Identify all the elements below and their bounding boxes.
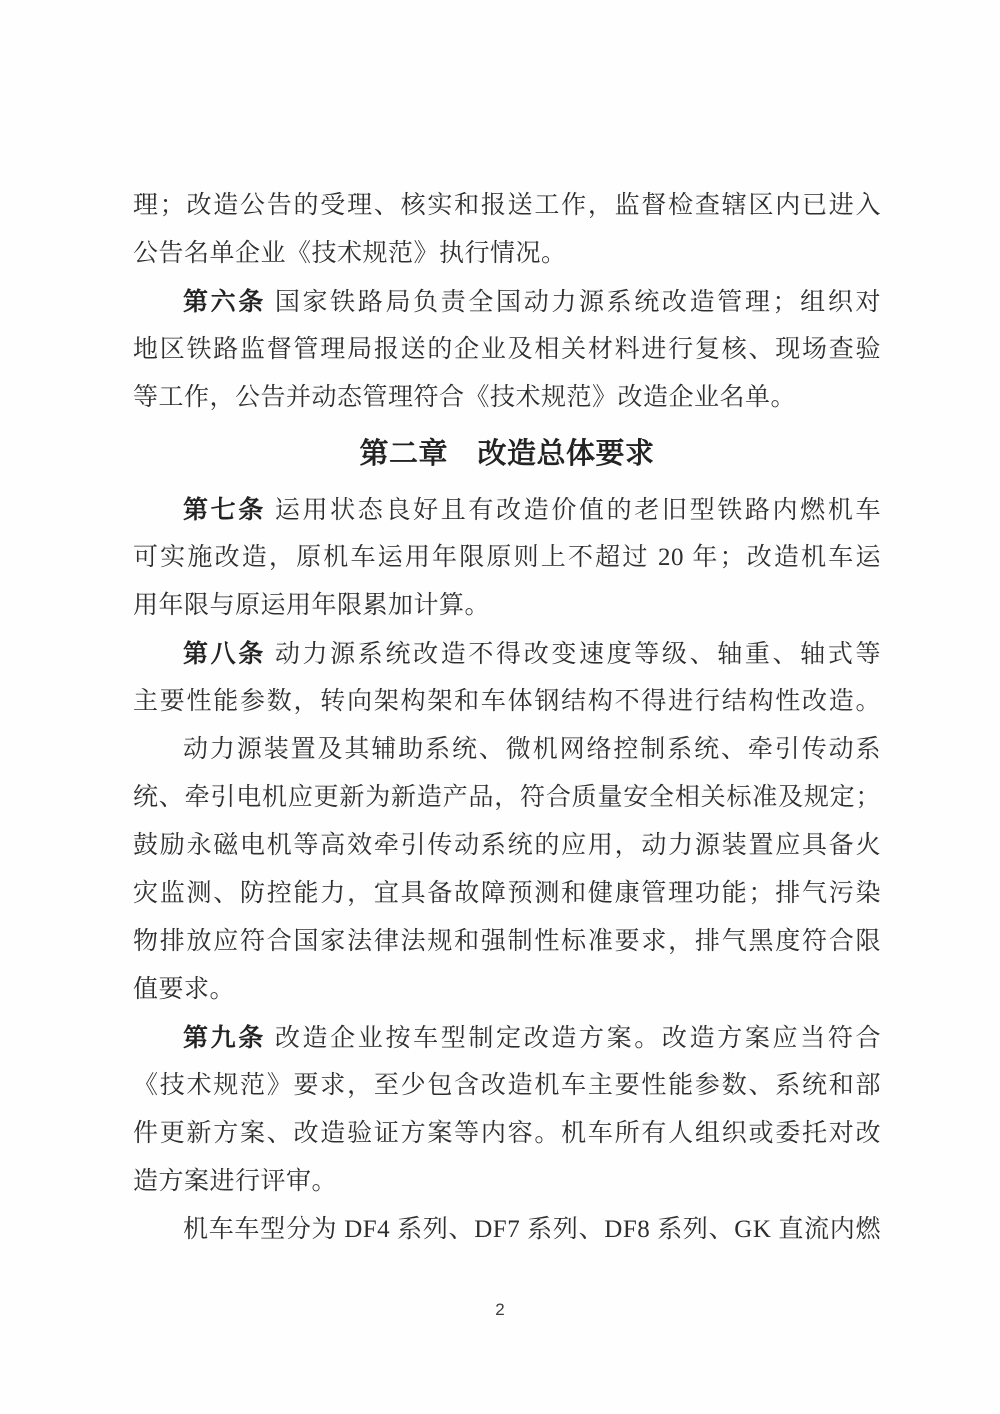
- line-text: 件更新方案、改造验证方案等内容。机车所有人组织或委托对改: [133, 1120, 881, 1147]
- section-label: 第八条: [183, 640, 266, 668]
- document-body: [133, 182, 881, 1254]
- text-line: [133, 1062, 881, 1110]
- text-line: [133, 822, 881, 870]
- line-text: 鼓励永磁电机等高效牵引传动系统的应用，动力源装置应具备火: [133, 832, 881, 859]
- line-text: 《技术规范》要求，至少包含改造机车主要性能参数、系统和部: [133, 1072, 881, 1099]
- chapter-heading: 第二章 改造总体要求: [359, 438, 655, 470]
- line-text: 主要性能参数，转向架构架和车体钢结构不得进行结构性改造。: [133, 688, 881, 715]
- text-line: [133, 582, 881, 630]
- text-line: [133, 1110, 881, 1158]
- text-line: [133, 1206, 881, 1254]
- text-line: [133, 374, 881, 422]
- text-line: [133, 1158, 881, 1206]
- text-line: [133, 726, 881, 774]
- line-text: 改造企业按车型制定改造方案。改造方案应当符合: [265, 1025, 881, 1052]
- section-label: 第七条: [183, 496, 266, 524]
- line-text: 机车车型分为 DF4 系列、DF7 系列、DF8 系列、GK 直流内燃: [183, 1216, 881, 1243]
- line-text: 统、牵引电机应更新为新造产品，符合质量安全相关标准及规定；: [133, 784, 881, 811]
- line-text: 动力源装置及其辅助系统、微机网络控制系统、牵引传动系: [183, 736, 881, 763]
- text-line: [133, 870, 881, 918]
- text-line: [133, 278, 881, 326]
- line-text: 物排放应符合国家法律法规和强制性标准要求，排气黑度符合限: [133, 928, 881, 955]
- text-line: [133, 630, 881, 678]
- section-label: 第六条: [183, 288, 266, 316]
- text-line: [133, 966, 881, 1014]
- line-text: 动力源系统改造不得改变速度等级、轴重、轴式等: [265, 641, 881, 668]
- line-text: 运用状态良好且有改造价值的老旧型铁路内燃机车: [265, 497, 881, 524]
- line-text: 可实施改造，原机车运用年限原则上不超过 20 年；改造机车运: [133, 544, 881, 571]
- line-text: 造方案进行评审。: [133, 1168, 338, 1195]
- text-line: [133, 534, 881, 582]
- text-line: [133, 918, 881, 966]
- page-number: 2: [495, 1300, 505, 1319]
- line-text: 用年限与原运用年限累加计算。: [133, 592, 491, 619]
- line-text: 灾监测、防控能力，宜具备故障预测和健康管理功能；排气污染: [133, 880, 881, 907]
- text-line: [133, 486, 881, 534]
- line-text: 理；改造公告的受理、核实和报送工作，监督检查辖区内已进入: [133, 192, 881, 219]
- text-line: [133, 774, 881, 822]
- text-line: [133, 230, 881, 278]
- line-text: 国家铁路局负责全国动力源系统改造管理；组织对: [265, 289, 881, 316]
- line-text: 地区铁路监督管理局报送的企业及相关材料进行复核、现场查验: [133, 336, 881, 363]
- text-line: [133, 182, 881, 230]
- text-line: [133, 326, 881, 374]
- text-line: [133, 1014, 881, 1062]
- line-text: 等工作，公告并动态管理符合《技术规范》改造企业名单。: [133, 384, 797, 411]
- text-line: [133, 678, 881, 726]
- section-label: 第九条: [183, 1024, 266, 1052]
- line-text: 值要求。: [133, 976, 236, 1003]
- line-text: 公告名单企业《技术规范》执行情况。: [133, 240, 567, 267]
